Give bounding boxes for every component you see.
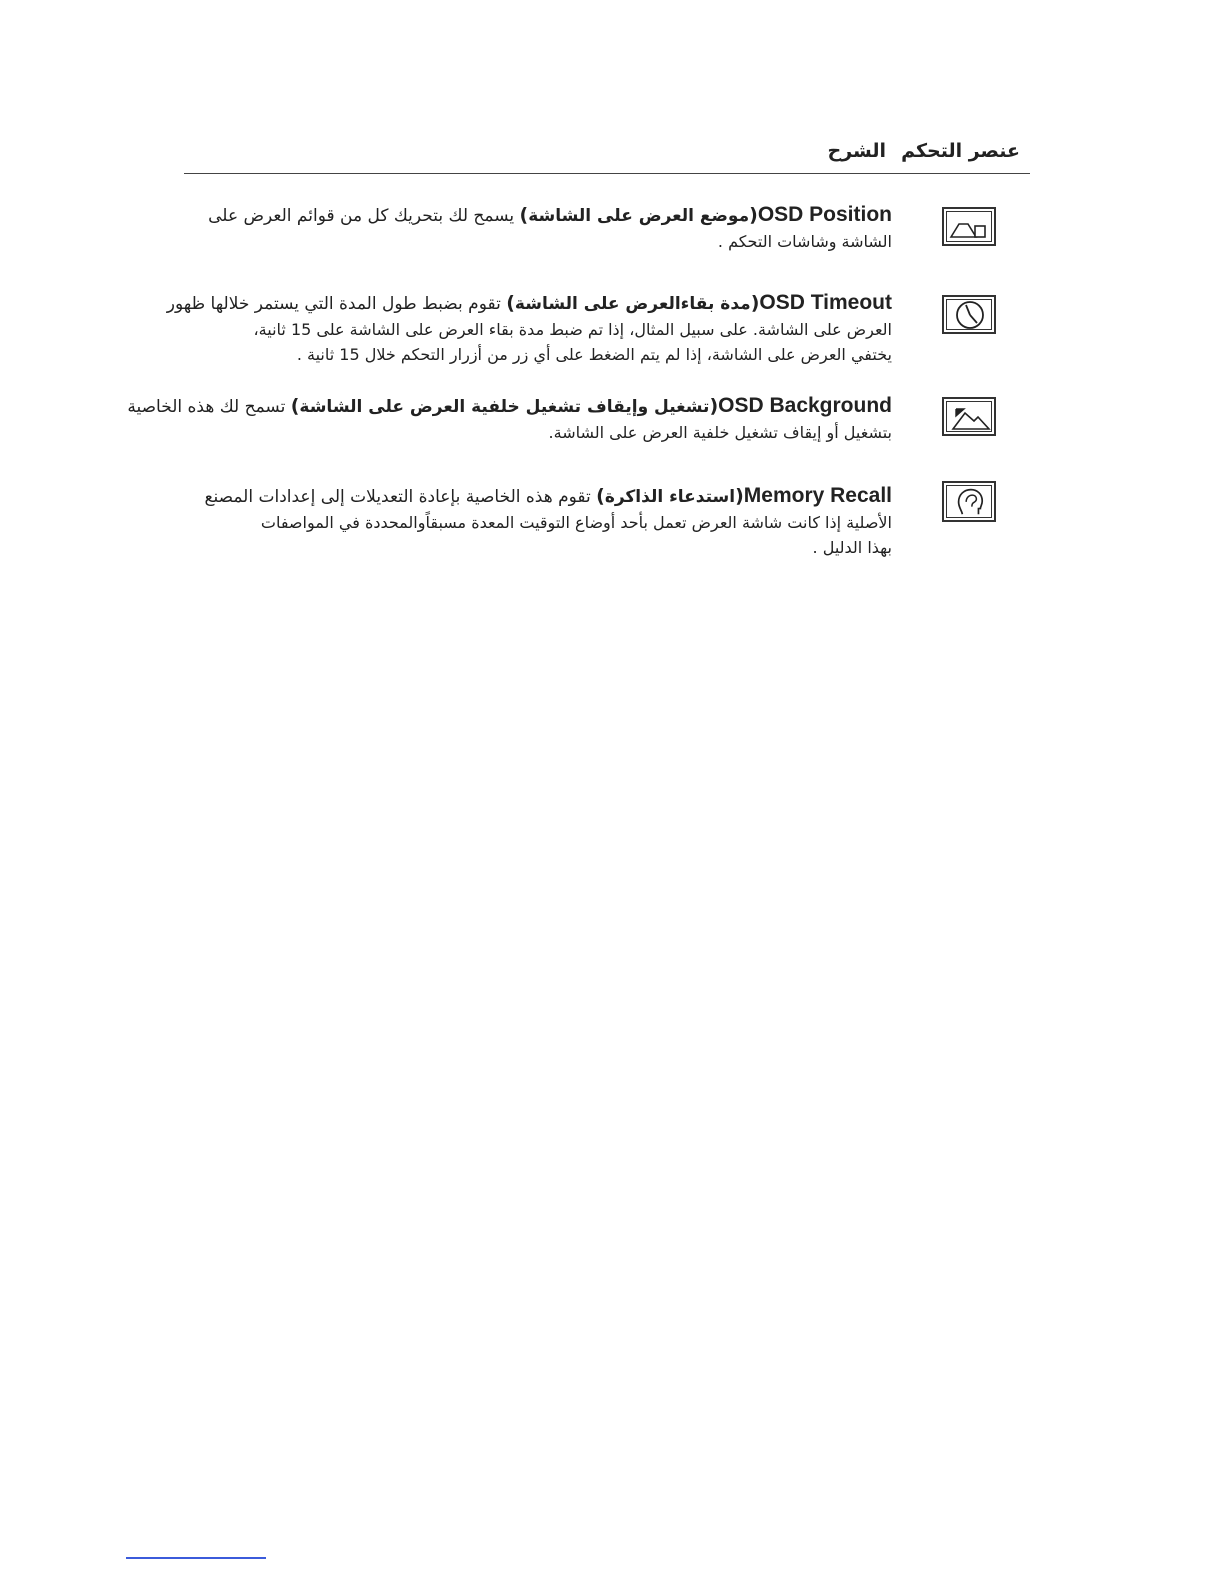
description-column-header: الشرح [827,140,886,162]
item-description-line: الأصلية إذا كانت شاشة العرض تعمل بأحد أوضاع التوقيت المعدة مسبقاًوالمحددة في المواصفات [260,513,892,532]
item-description: تسمح لك هذه الخاصية [127,397,286,417]
item-title-ar: مدة بقاءالعرض على الشاشة [514,294,751,314]
osd-background-icon [942,397,996,436]
item-title-ar: تشغيل وإيقاف تشغيل خلفية العرض على الشاشة [299,397,710,417]
item-text: OSD Background(تشغيل وإيقاف تشغيل خلفية العرض على الشاشة) تسمح لك هذه الخاصية بتشغيل أو إيقاف تشغيل خلفية العرض على الشاشة. [184,393,892,445]
memory-recall-icon [942,481,996,522]
footer-line [126,1557,266,1559]
item-description-line: الشاشة وشاشات التحكم . [717,232,892,251]
item-description: تقوم بضبط طول المدة التي يستمر خلالها ظهور [166,294,501,314]
item-title-ar: موضع العرض على الشاشة [528,206,750,226]
item-description-line: بتشغيل أو إيقاف تشغيل خلفية العرض على الشاشة. [548,423,892,442]
table-header [184,136,1030,174]
item-description: تقوم هذه الخاصية بإعادة التعديلات إلى إعدادات المصنع [204,487,591,507]
item-title-en: Memory Recall [743,484,892,507]
item-description-line: بهذا الدليل . [812,538,892,557]
item-title-en: OSD Background [718,394,892,417]
osd-timeout-icon [942,295,996,334]
item-text: OSD Timeout(مدة بقاءالعرض على الشاشة) تقوم بضبط طول المدة التي يستمر خلالها ظهور العرض على الشاشة. على سبيل المثال، إذا تم ضبط مدة بقاء العرض على الشاشة على 15 ثانية، يختفي العرض على الشاشة، إذا لم يتم الضغط على أي زر من أزرار التحكم خلال 15 ثانية . [184,290,892,367]
item-title-en: OSD Timeout [759,291,892,314]
item-text: Memory Recall(استدعاء الذاكرة) تقوم هذه الخاصية بإعادة التعديلات إلى إعدادات المصنع الأصلية إذا كانت شاشة العرض تعمل بأحد أوضاع التوقيت المعدة مسبقاًوالمحددة في المواصفات بهذا الدليل . [184,483,892,560]
item-description-line: العرض على الشاشة. على سبيل المثال، إذا تم ضبط مدة بقاء العرض على الشاشة على 15 ثانية، [253,320,892,339]
item-title-ar: استدعاء الذاكرة [604,487,736,507]
osd-position-icon [942,207,996,246]
control-column-header: عنصر التحكم [901,140,1020,162]
item-description-line: يختفي العرض على الشاشة، إذا لم يتم الضغط على أي زر من أزرار التحكم خلال 15 ثانية . [296,345,892,364]
item-text: OSD Position(موضع العرض على الشاشة) يسمح لك بتحريك كل من قوائم العرض على الشاشة وشاشات التحكم . [184,202,892,254]
item-title-en: OSD Position [757,203,892,226]
item-description: يسمح لك بتحريك كل من قوائم العرض على [208,206,515,226]
